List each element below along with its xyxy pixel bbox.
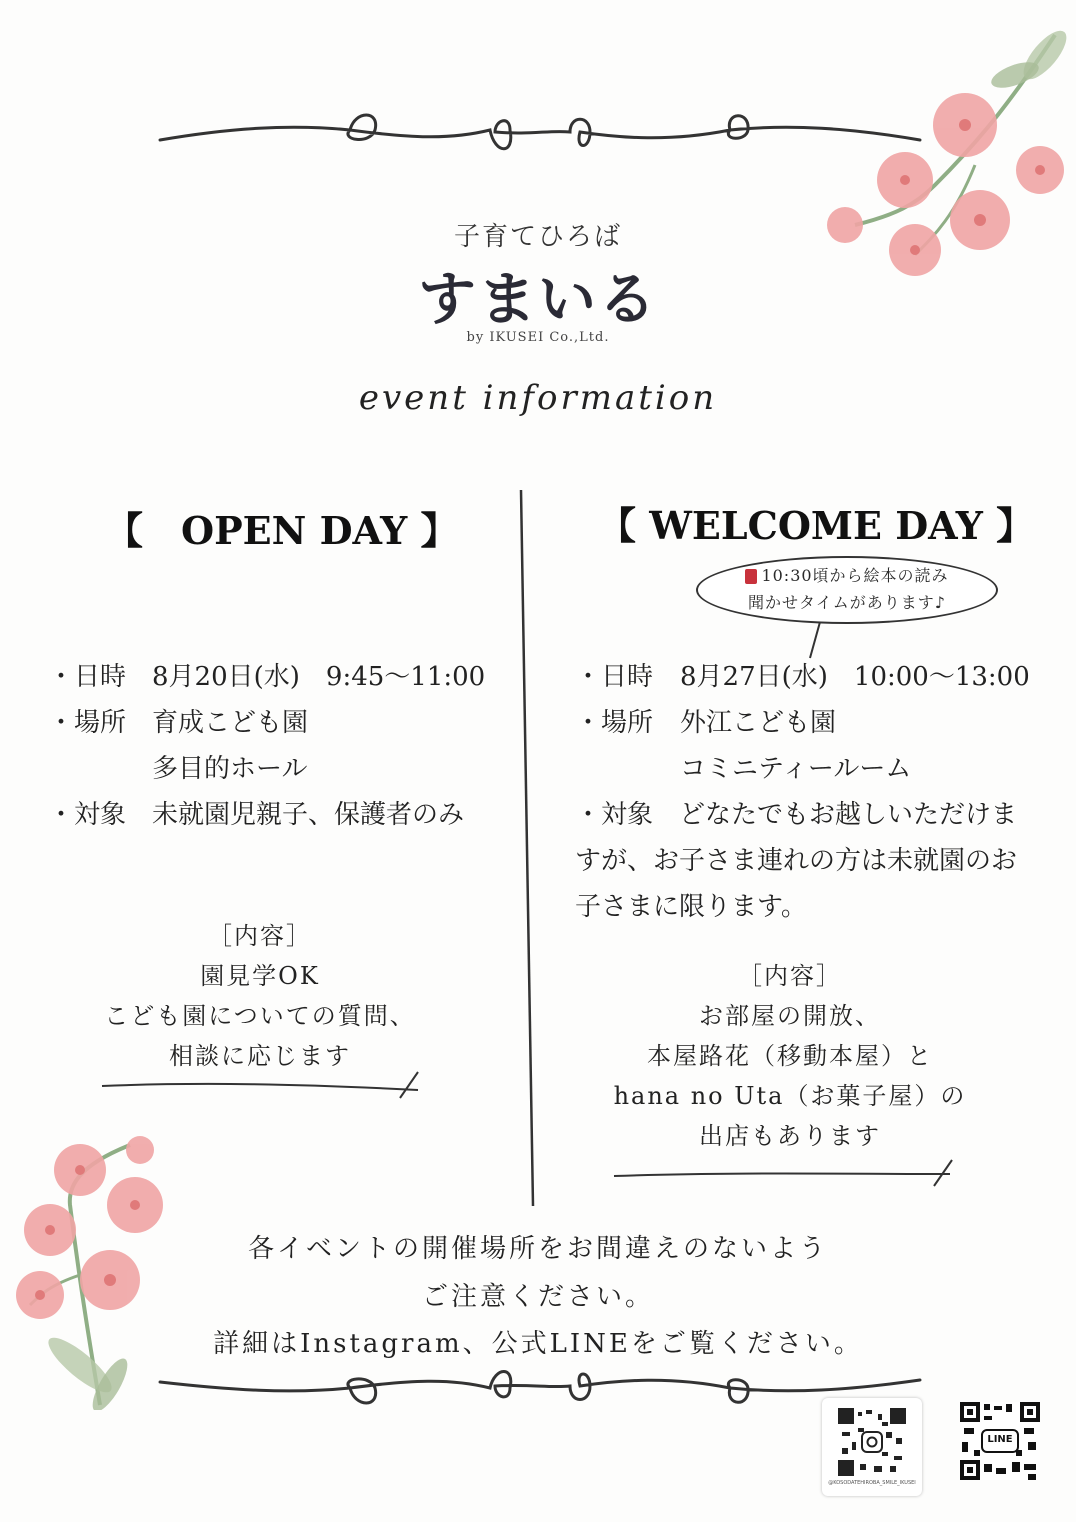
event-information-title: event information	[358, 378, 718, 418]
footer-line-3: 詳細はInstagram、公式LINEをご覧ください。	[213, 1329, 863, 1359]
open-day-date-value: 8月20日(水) 9:45〜11:00	[152, 662, 486, 692]
welcome-day-date-value: 8月27日(水) 10:00〜13:00	[680, 662, 1030, 692]
open-day-content-title: ［内容］	[208, 922, 312, 950]
logo-company: by IKUSEI Co.,Ltd.	[466, 330, 610, 345]
instagram-qr-card[interactable]	[822, 1398, 922, 1496]
speech-bubble	[696, 556, 998, 624]
instagram-handle: @KOSODATEHIROBA_SMILE_IKUSEI	[828, 1480, 916, 1486]
line-label: LINE	[987, 1434, 1013, 1445]
open-day-content	[60, 916, 460, 1076]
bubble-line-2: 聞かせタイムがあります♪	[748, 593, 946, 612]
open-day-content-line: 相談に応じます	[169, 1042, 351, 1070]
top-swirl-divider	[150, 100, 930, 160]
welcome-day-content-line: 本屋路花（移動本屋）と	[647, 1042, 933, 1070]
open-day-place-value-1: 育成こども園	[152, 708, 309, 738]
welcome-day-target-line-3: 子さまに限ります。	[575, 892, 807, 922]
welcome-day-place-value-2: コミニティールーム	[680, 754, 912, 784]
open-day-heading: 【 OPEN DAY 】	[105, 508, 459, 553]
welcome-day-date-label: ・日時	[575, 662, 654, 692]
welcome-day-content-title: ［内容］	[738, 962, 842, 990]
welcome-day-content-line: お部屋の開放、	[699, 1002, 881, 1030]
welcome-day-underline	[612, 1156, 957, 1190]
welcome-day-content	[560, 956, 1020, 1156]
welcome-day-place-label: ・場所	[575, 708, 654, 738]
footer-line-2: ご注意ください。	[421, 1282, 654, 1312]
bottom-swirl-divider	[150, 1360, 930, 1420]
welcome-day-place-value-1: 外江こども園	[680, 708, 837, 738]
logo-title: すまいる	[417, 265, 658, 333]
book-icon	[745, 569, 757, 584]
welcome-day-heading: 【 WELCOME DAY 】	[598, 503, 1035, 548]
welcome-day-content-line: 出店もあります	[699, 1122, 881, 1150]
footer-line-1: 各イベントの開催場所をお間違えのないよう	[247, 1234, 828, 1264]
welcome-day-content-line: hana no Uta（お菓子屋）の	[613, 1082, 967, 1110]
open-day-target-value: 未就園児親子、保護者のみ	[152, 800, 465, 830]
column-divider	[515, 488, 539, 1208]
open-day-target-label: ・対象	[48, 800, 127, 830]
welcome-day-target-line-2: すが、お子さま連れの方は未就園のお	[575, 846, 1018, 876]
open-day-date-label: ・日時	[48, 662, 127, 692]
logo-subtitle: 子育てひろば	[453, 222, 622, 252]
welcome-day-target-line-1: ・対象 どなたでもお越しいただけま	[575, 800, 1018, 830]
open-day-place-value-2: 多目的ホール	[152, 754, 308, 784]
bubble-line-1: 10:30頃から絵本の読み	[761, 566, 949, 585]
open-day-place-label: ・場所	[48, 708, 127, 738]
open-day-content-line: こども園についての質問、	[104, 1002, 416, 1030]
instagram-qr-code	[838, 1408, 906, 1476]
line-qr-card[interactable]	[960, 1402, 1040, 1480]
open-day-underline	[100, 1068, 425, 1102]
open-day-content-line: 園見学OK	[200, 962, 320, 990]
